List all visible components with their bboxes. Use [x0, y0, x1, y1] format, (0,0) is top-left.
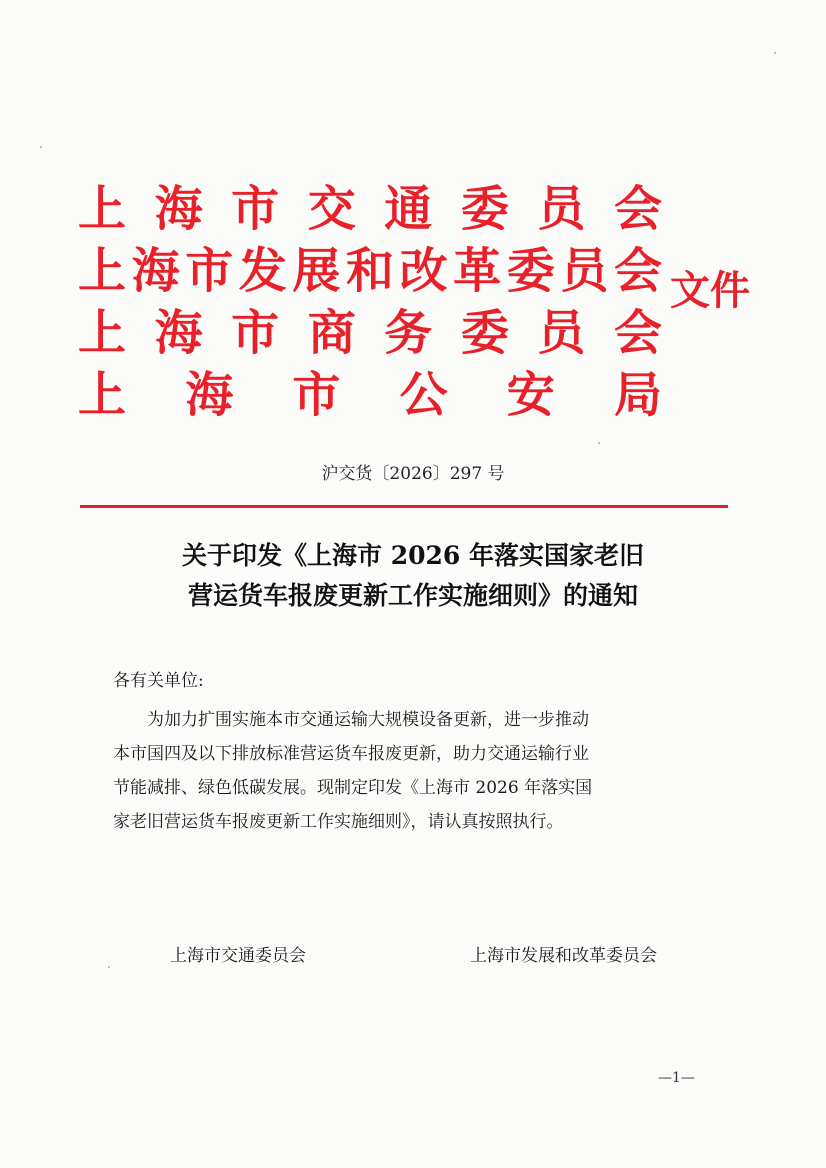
issuer-char: 展	[292, 243, 341, 299]
issuer-char: 务	[384, 305, 433, 361]
issuer-char: 员	[560, 243, 609, 299]
issuer-char: 会	[613, 181, 662, 237]
issuer-char: 上	[78, 181, 127, 237]
issuer-char: 委	[506, 243, 555, 299]
scan-speck	[598, 442, 600, 444]
issuer-char: 市	[231, 181, 280, 237]
scan-speck	[108, 966, 110, 968]
issuer-char: 通	[384, 181, 433, 237]
scan-speck	[40, 146, 42, 148]
issuer-char: 发	[238, 243, 287, 299]
body-line: 本市国四及以下排放标准营运货车报废更新，助力交通运输行业	[113, 744, 589, 764]
issuer-char: 和	[345, 243, 394, 299]
issuer-char: 员	[537, 181, 586, 237]
scan-speck	[774, 52, 776, 54]
body-line: 节能减排、绿色低碳发展。现制定印发《上海市 2026 年落实国	[113, 778, 593, 798]
issuer-commerce-commission	[78, 304, 662, 362]
issuer-char: 海	[131, 243, 180, 299]
title-line-1: 关于印发《上海市 2026 年落实国家老旧	[182, 541, 644, 570]
signer-development-reform-commission: 上海市发展和改革委员会	[470, 946, 657, 966]
issuer-char: 上	[78, 243, 127, 299]
issuer-char: 上	[78, 367, 127, 423]
document-suffix-label: 文件	[670, 267, 750, 314]
body-line: 为加力扩围实施本市交通运输大规模设备更新，进一步推动	[147, 710, 589, 730]
issuer-char: 会	[613, 243, 662, 299]
red-divider-line	[80, 505, 728, 508]
notice-title	[0, 536, 826, 616]
title-line-2: 营运货车报废更新工作实施细则》的通知	[187, 581, 638, 610]
issuer-char: 公	[399, 367, 448, 423]
issuer-transport-commission	[78, 180, 662, 238]
issuer-char: 改	[399, 243, 448, 299]
body-line: 家老旧营运货车报废更新工作实施细则》，请认真按照执行。	[113, 812, 564, 832]
issuer-char: 局	[613, 367, 662, 423]
document-number: 沪交货〔2026〕297 号	[321, 464, 505, 484]
issuer-char: 海	[154, 305, 203, 361]
issuer-public-security-bureau	[78, 366, 662, 424]
issuer-char: 安	[506, 367, 555, 423]
issuer-char: 市	[292, 367, 341, 423]
issuer-char: 市	[185, 243, 234, 299]
issuer-char: 商	[307, 305, 356, 361]
issuer-char: 市	[231, 305, 280, 361]
issuer-char: 革	[453, 243, 502, 299]
issuer-char: 上	[78, 305, 127, 361]
issuer-char: 海	[185, 367, 234, 423]
salutation: 各有关单位:	[113, 671, 204, 691]
issuer-char: 委	[460, 305, 509, 361]
issuer-char: 委	[460, 181, 509, 237]
issuer-char: 员	[537, 305, 586, 361]
issuer-char: 海	[154, 181, 203, 237]
issuer-char: 交	[307, 181, 356, 237]
issuer-development-reform-commission	[78, 242, 662, 300]
page-number: —1—	[658, 1070, 695, 1086]
issuer-char: 会	[613, 305, 662, 361]
body-paragraph	[113, 703, 709, 839]
signer-transport-commission: 上海市交通委员会	[170, 946, 306, 966]
